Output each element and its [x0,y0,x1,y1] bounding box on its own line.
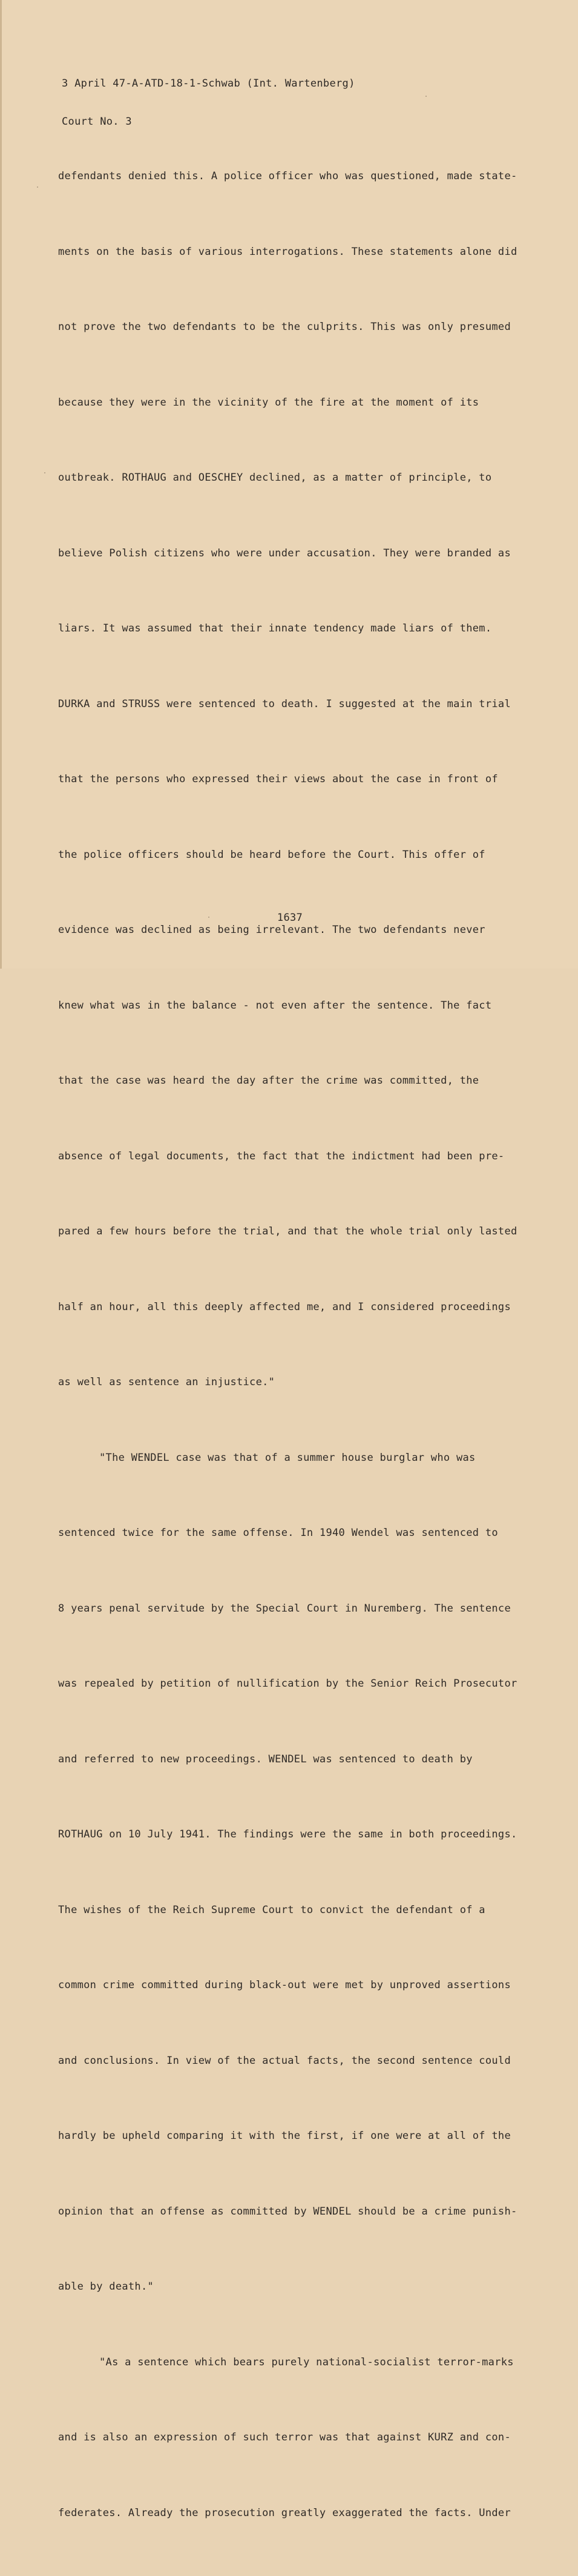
body-line: and is also an expression of such terror was that against KURZ and con- [58,2431,511,2443]
body-line: ments on the basis of various interrogations. These statements alone did [58,245,517,258]
paragraph-start-line: "The WENDEL case was that of a summer house burglar who was [99,1451,476,1464]
body-line: DURKA and STRUSS were sentenced to death. I suggested at the main trial [58,697,511,710]
paper-speck [44,472,45,473]
body-line: knew what was in the balance - not even after the sentence. The fact [58,999,492,1012]
paper-speck [208,917,209,918]
paper-speck [425,96,427,97]
body-line: and referred to new proceedings. WENDEL was sentenced to death by [58,1753,473,1765]
body-line: absence of legal documents, the fact that the indictment had been pre- [58,1150,505,1162]
body-line: The wishes of the Reich Supreme Court to convict the defendant of a [58,1903,485,1916]
paragraph-start-line: "As a sentence which bears purely national-socialist terror-marks [99,2356,514,2368]
body-line: able by death." [58,2281,154,2293]
body-line: federates. Already the prosecution greatly exaggerated the facts. Under [58,2506,511,2519]
body-line: and conclusions. In view of the actual facts, the second sentence could [58,2054,511,2067]
body-line: defendants denied this. A police officer who was questioned, made state- [58,170,517,182]
body-line: believe Polish citizens who were under accusation. They were branded as [58,547,511,559]
body-line: as well as sentence an injustice." [58,1376,275,1388]
body-line: liars. It was assumed that their innate tendency made liars of them. [58,622,492,634]
body-line: because they were in the vicinity of the fire at the moment of its [58,396,479,409]
body-line: 8 years penal servitude by the Special Court in Nuremberg. The sentence [58,1602,511,1615]
body-line: hardly be upheld comparing it with the first, if one were at all of the [58,2130,511,2142]
body-line: outbreak. ROTHAUG and OESCHEY declined, as a matter of principle, to [58,472,492,484]
body-line: opinion that an offense as committed by WENDEL should be a crime punish- [58,2205,517,2218]
body-line: evidence was declined as being irrelevant. The two defendants never [58,924,485,936]
body-line: sentenced twice for the same offense. In 1940 Wendel was sentenced to [58,1527,498,1539]
body-line: not prove the two defendants to be the culprits. This was only presumed [58,321,511,333]
body-line: common crime committed during black-out were met by unproved assertions [58,1979,511,1991]
body-line: that the case was heard the day after the crime was committed, the [58,1075,479,1087]
paper-speck [37,186,38,188]
body-line: the police officers should be heard before the Court. This offer of [58,848,485,861]
document-body [58,114,518,2576]
page-number: 1637 [277,912,303,924]
header-court-line: Court No. 3 [62,116,132,128]
header-reference-line: 3 April 47-A-ATD-18-1-Schwab (Int. Wartenberg) [62,77,355,90]
body-line: ROTHAUG on 10 July 1941. The findings were the same in both proceedings. [58,1828,517,1840]
body-line: pared a few hours before the trial, and that the whole trial only lasted [58,1225,517,1237]
body-line: that the persons who expressed their views about the case in front of [58,773,498,785]
body-line: half an hour, all this deeply affected me, and I considered proceedings [58,1300,511,1313]
body-line: was repealed by petition of nullification by the Senior Reich Prosecutor [58,1678,517,1690]
